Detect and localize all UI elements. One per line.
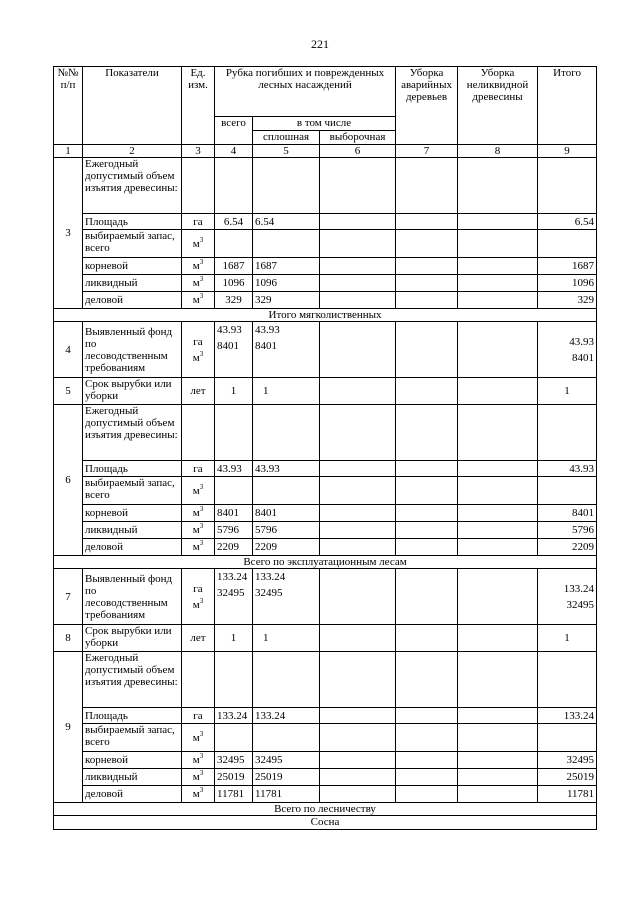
row-label: Выявленный фонд по лесоводственным требованиям (83, 569, 182, 625)
value-total: 6.54 (215, 214, 253, 230)
forest-felling-table (53, 66, 597, 830)
table-row (54, 708, 597, 724)
value-total: 32495 (215, 752, 253, 769)
value-itogo: 1687 (538, 258, 597, 275)
row-label: корневой (83, 505, 182, 522)
value-total: 1096 (215, 275, 253, 292)
value-total: 11781 (215, 786, 253, 803)
row-label: выбираемый запас, всего (83, 230, 182, 258)
table-row (54, 405, 597, 461)
value-clear: 43.93 (253, 461, 320, 477)
section-heading: Всего по эксплуатационным лесам (54, 556, 597, 569)
table-row (54, 569, 597, 625)
value-total: 1687 (215, 258, 253, 275)
value-clear: 5796 (253, 522, 320, 539)
value-total: 133.24 (215, 708, 253, 724)
colnum-6: 6 (320, 145, 396, 158)
value-clear: 43.93 8401 (253, 322, 320, 378)
header-itogo: Итого (538, 67, 597, 145)
header-indicators: Показатели (83, 67, 182, 145)
row-label: выбираемый запас, всего (83, 477, 182, 505)
value-itogo: 8401 (538, 505, 597, 522)
row-label: выбираемый запас, всего (83, 724, 182, 752)
row-label: деловой (83, 786, 182, 803)
row-label: Площадь (83, 708, 182, 724)
value-itogo: 329 (538, 292, 597, 309)
value-total: 329 (215, 292, 253, 309)
section-heading: Итого мягколиственных (54, 309, 597, 322)
value-itogo: 1096 (538, 275, 597, 292)
table-row (54, 505, 597, 522)
table-row (54, 522, 597, 539)
colnum-2: 2 (83, 145, 182, 158)
unit-cell: $м^3$ (182, 724, 215, 752)
row-number: 9 (54, 652, 83, 803)
value-total: 2209 (215, 539, 253, 556)
value-itogo: 43.93 (538, 461, 597, 477)
value-itogo: 11781 (538, 786, 597, 803)
table-row (54, 230, 597, 258)
table-row (54, 769, 597, 786)
unit-cell: га (182, 461, 215, 477)
unit-cell: $м^3$ (182, 786, 215, 803)
unit-cell: га $м^3$ (182, 322, 215, 378)
table-row (54, 477, 597, 505)
value-itogo: 133.24 32495 (538, 569, 597, 625)
table-row (54, 786, 597, 803)
row-label: ликвидный (83, 522, 182, 539)
table-row (54, 461, 597, 477)
unit-cell: га $м^3$ (182, 569, 215, 625)
header-num: №№ п/п (54, 67, 83, 145)
unit-cell: га (182, 214, 215, 230)
row-label: деловой (83, 292, 182, 309)
value-clear: 32495 (253, 752, 320, 769)
value-itogo: 43.93 8401 (538, 322, 597, 378)
colnum-3: 3 (182, 145, 215, 158)
value-itogo: 133.24 (538, 708, 597, 724)
value-total: 5796 (215, 522, 253, 539)
table-row (54, 258, 597, 275)
row-label: Ежегодный допустимый объем изъятия древесины: (83, 158, 182, 214)
colnum-8: 8 (458, 145, 538, 158)
row-label: ликвидный (83, 769, 182, 786)
header-total-all: всего (215, 117, 253, 145)
value-total: 1 (215, 625, 253, 652)
value-total: 8401 (215, 505, 253, 522)
page-number: 221 (311, 37, 329, 51)
row-number: 6 (54, 405, 83, 556)
value-clear: 1 (253, 625, 320, 652)
value-total: 1 (215, 378, 253, 405)
value-clear: 1096 (253, 275, 320, 292)
unit-cell: $м^3$ (182, 752, 215, 769)
value-clear: 329 (253, 292, 320, 309)
value-itogo: 5796 (538, 522, 597, 539)
row-label: Площадь (83, 214, 182, 230)
colnum-9: 9 (538, 145, 597, 158)
value-total: 43.93 8401 (215, 322, 253, 378)
unit-cell: $м^3$ (182, 522, 215, 539)
unit-cell: $м^3$ (182, 230, 215, 258)
colnum-7: 7 (396, 145, 458, 158)
table-row (54, 539, 597, 556)
row-number: 5 (54, 378, 83, 405)
value-total: 133.24 32495 (215, 569, 253, 625)
value-itogo: 32495 (538, 752, 597, 769)
table-row (54, 724, 597, 752)
value-clear: 8401 (253, 505, 320, 522)
value-total: 25019 (215, 769, 253, 786)
row-label: Срок вырубки или уборки (83, 378, 182, 405)
row-label: Ежегодный допустимый объем изъятия древесины: (83, 652, 182, 708)
section-heading: Всего по лесничеству (54, 803, 597, 816)
row-number: 8 (54, 625, 83, 652)
table-row (54, 378, 597, 405)
value-clear: 6.54 (253, 214, 320, 230)
unit-cell: га (182, 708, 215, 724)
value-clear: 133.24 (253, 708, 320, 724)
row-number: 3 (54, 158, 83, 309)
unit-cell: $м^3$ (182, 477, 215, 505)
table-row (54, 158, 597, 214)
value-clear: 133.24 32495 (253, 569, 320, 625)
row-label: Срок вырубки или уборки (83, 625, 182, 652)
row-label: деловой (83, 539, 182, 556)
row-label: корневой (83, 258, 182, 275)
table-row (54, 652, 597, 708)
row-label: ликвидный (83, 275, 182, 292)
colnum-4: 4 (215, 145, 253, 158)
row-number: 4 (54, 322, 83, 378)
header-emergency: Уборка аварийных деревьев (396, 67, 458, 145)
header-nonliquid: Уборка неликвидной древесины (458, 67, 538, 145)
unit-cell: $м^3$ (182, 258, 215, 275)
table-row (54, 214, 597, 230)
row-label: Площадь (83, 461, 182, 477)
header-including: в том числе (253, 117, 396, 131)
unit-cell: $м^3$ (182, 539, 215, 556)
value-clear: 2209 (253, 539, 320, 556)
value-itogo: 1 (538, 378, 597, 405)
value-itogo: 1 (538, 625, 597, 652)
row-label: Выявленный фонд по лесоводственным требованиям (83, 322, 182, 378)
header-selective: выборочная (320, 131, 396, 145)
table-row (54, 292, 597, 309)
value-clear: 1687 (253, 258, 320, 275)
value-itogo: 2209 (538, 539, 597, 556)
table-row (54, 322, 597, 378)
value-clear: 1 (253, 378, 320, 405)
row-number: 7 (54, 569, 83, 625)
value-clear: 25019 (253, 769, 320, 786)
header-clear: сплошная (253, 131, 320, 145)
colnum-5: 5 (253, 145, 320, 158)
table-row (54, 625, 597, 652)
value-itogo: 6.54 (538, 214, 597, 230)
unit-cell: $м^3$ (182, 505, 215, 522)
row-label: Ежегодный допустимый объем изъятия древесины: (83, 405, 182, 461)
value-total: 43.93 (215, 461, 253, 477)
unit-cell: $м^3$ (182, 769, 215, 786)
row-label: корневой (83, 752, 182, 769)
section-heading: Сосна (54, 816, 597, 830)
value-clear: 11781 (253, 786, 320, 803)
colnum-1: 1 (54, 145, 83, 158)
header-unit: Ед. изм. (182, 67, 215, 145)
unit-cell: лет (182, 378, 215, 405)
header-felling: Рубка погибших и поврежденных лесных насаждений (215, 67, 396, 117)
table-row (54, 275, 597, 292)
unit-cell: лет (182, 625, 215, 652)
unit-cell: $м^3$ (182, 292, 215, 309)
table-row (54, 752, 597, 769)
value-itogo: 25019 (538, 769, 597, 786)
unit-cell: $м^3$ (182, 275, 215, 292)
